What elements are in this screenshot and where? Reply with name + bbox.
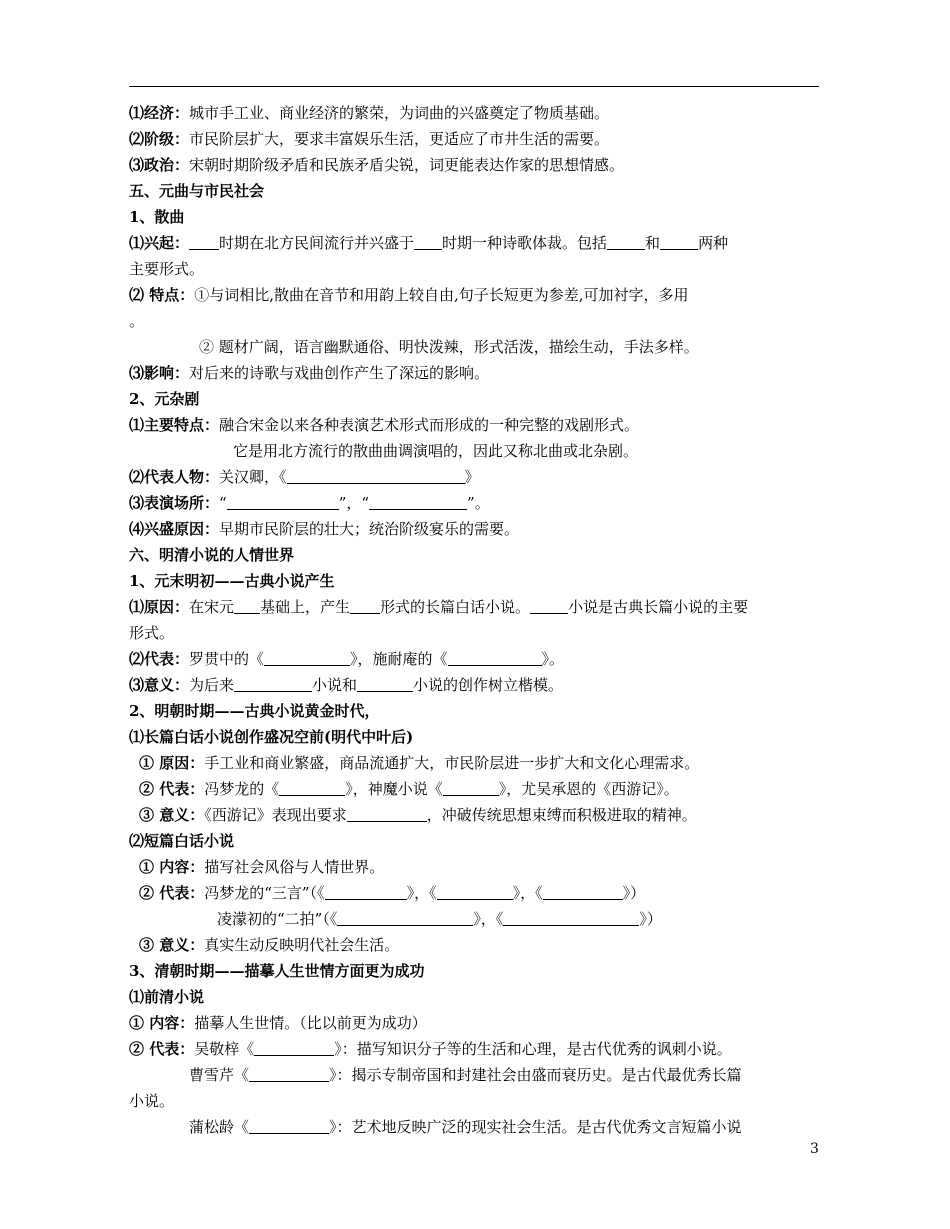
- fill-blank[interactable]: [279, 779, 345, 796]
- text-line: ⑶表演场所：“ ”，“ ”。: [129, 494, 490, 512]
- subsection-heading: 2、元杂剧: [129, 390, 200, 408]
- fill-blank[interactable]: [189, 233, 219, 250]
- text-line: ⑶意义：为后来 小说和 小说的创作树立楷模。: [129, 676, 564, 694]
- subsection-heading: 1、散曲: [129, 208, 185, 226]
- fill-blank[interactable]: [234, 597, 260, 614]
- subsection-heading: ⑴前清小说: [129, 988, 205, 1006]
- text-line: ② 代表：吴敬梓《 》：描写知识分子等的生活和心理，是古代优秀的讽刺小说。: [129, 1040, 732, 1058]
- text-line: ② 代表：冯梦龙的“三言”（《 》，《 》，《 》）: [139, 884, 646, 902]
- text-line: ⑴主要特点：融合宋金以来各种表演艺术形式而形成的一种完整的戏剧形式。: [129, 416, 640, 434]
- fill-blank[interactable]: [227, 493, 339, 510]
- text-line: ③ 意义：《西游记》表现出要求 ，冲破传统思想束缚而积极进取的精神。: [139, 806, 697, 824]
- document-body: [129, 100, 823, 1140]
- section-heading: 五、元曲与市民社会: [129, 182, 265, 200]
- text-line: 形式。: [129, 624, 175, 642]
- fill-blank[interactable]: [543, 883, 623, 900]
- text-line: ⑶影响：对后来的诗歌与戏曲创作产生了深远的影响。: [129, 364, 490, 382]
- text-line: ⑵代表：罗贯中的《 》，施耐庵的《 》。: [129, 650, 565, 668]
- fill-blank[interactable]: [325, 883, 407, 900]
- subsection-heading: ⑵短篇白话小说: [129, 832, 235, 850]
- fill-blank[interactable]: [503, 909, 639, 926]
- fill-blank[interactable]: [249, 1065, 329, 1082]
- text-line: ② 代表：冯梦龙的《 》，神魔小说《 》，尤吴承恩的《西游记》。: [139, 780, 679, 798]
- text-line: ① 原因：手工业和商业繁盛，商品流通扩大，市民阶层进一步扩大和文化心理需求。: [139, 754, 700, 772]
- fill-blank[interactable]: [234, 675, 312, 692]
- fill-blank[interactable]: [350, 597, 380, 614]
- text-line: ⑴原因：在宋元 基础上，产生 形式的长篇白话小说。 小说是古典长篇小说的主要: [129, 598, 749, 616]
- section-heading: 六、明清小说的人情世界: [129, 546, 295, 564]
- fill-blank[interactable]: [448, 649, 542, 666]
- text-line: ③ 意义：真实生动反映明代社会生活。: [139, 936, 400, 954]
- text-line: ⑴兴起： 时期在北方民间流行并兴盛于 时期一种诗歌体裁。包括 和 两种: [129, 234, 729, 252]
- text-line: 它是用北方流行的散曲曲调演唱的，因此又称北曲或北杂剧。: [233, 442, 639, 460]
- text-line: 蒲松龄《 》：艺术地反映广泛的现实社会生活。是古代优秀文言短篇小说: [189, 1118, 742, 1136]
- text-line: ⑷兴盛原因：早期市民阶层的壮大；统治阶级宴乐的需要。: [129, 520, 520, 538]
- fill-blank[interactable]: [607, 233, 645, 250]
- subsection-heading: ⑴长篇白话小说创作盛况空前(明代中叶后): [129, 728, 414, 746]
- fill-blank[interactable]: [530, 597, 568, 614]
- text-line: ⑴经济：城市手工业、商业经济的繁荣，为词曲的兴盛奠定了物质基础。: [129, 104, 610, 122]
- fill-blank[interactable]: [357, 675, 413, 692]
- fill-blank[interactable]: [437, 883, 513, 900]
- text-line: 主要形式。: [129, 260, 205, 278]
- text-line: ① 内容：描写社会风俗与人情世界。: [139, 858, 385, 876]
- fill-blank[interactable]: [414, 233, 442, 250]
- text-line: ⑶政治：宋朝时期阶级矛盾和民族矛盾尖锐，词更能表达作家的思想情感。: [129, 156, 625, 174]
- fill-blank[interactable]: [287, 467, 465, 484]
- text-line: 凌濛初的“二拍”（《 》，《 》）: [217, 910, 662, 928]
- fill-blank[interactable]: [254, 1039, 334, 1056]
- fill-blank[interactable]: [249, 1117, 329, 1134]
- text-line: ⑵阶级：市民阶层扩大，要求丰富娱乐生活，更适应了市井生活的需要。: [129, 130, 610, 148]
- subsection-heading: 2、明朝时期——古典小说黄金时代，: [129, 702, 380, 720]
- text-line: 曹雪芹《 》：揭示专制帝国和封建社会由盛而衰历史。是古代最优秀长篇: [189, 1066, 742, 1084]
- header-rule: [129, 86, 819, 87]
- subsection-heading: 1、元末明初——古典小说产生: [129, 572, 335, 590]
- text-line: ⑵ 特点：①与词相比,散曲在音节和用韵上较自由,句子长短更为参差,可加衬字，多用: [129, 286, 689, 304]
- fill-blank[interactable]: [264, 649, 350, 666]
- text-line: ② 题材广阔，语言幽默通俗、明快泼辣，形式活泼，描绘生动，手法多样。: [199, 338, 699, 356]
- text-line: ⑵代表人物：关汉卿，《 》: [129, 468, 480, 486]
- text-line: ① 内容：描摹人生世情。（比以前更为成功）: [129, 1014, 427, 1032]
- fill-blank[interactable]: [347, 805, 427, 822]
- text-line: 小说。: [129, 1092, 175, 1110]
- page-number: 3: [810, 1141, 819, 1157]
- fill-blank[interactable]: [660, 233, 698, 250]
- text-line: 。: [129, 312, 145, 330]
- fill-blank[interactable]: [443, 779, 499, 796]
- fill-blank[interactable]: [369, 493, 467, 510]
- subsection-heading: 3、清朝时期——描摹人生世情方面更为成功: [129, 962, 425, 980]
- fill-blank[interactable]: [337, 909, 473, 926]
